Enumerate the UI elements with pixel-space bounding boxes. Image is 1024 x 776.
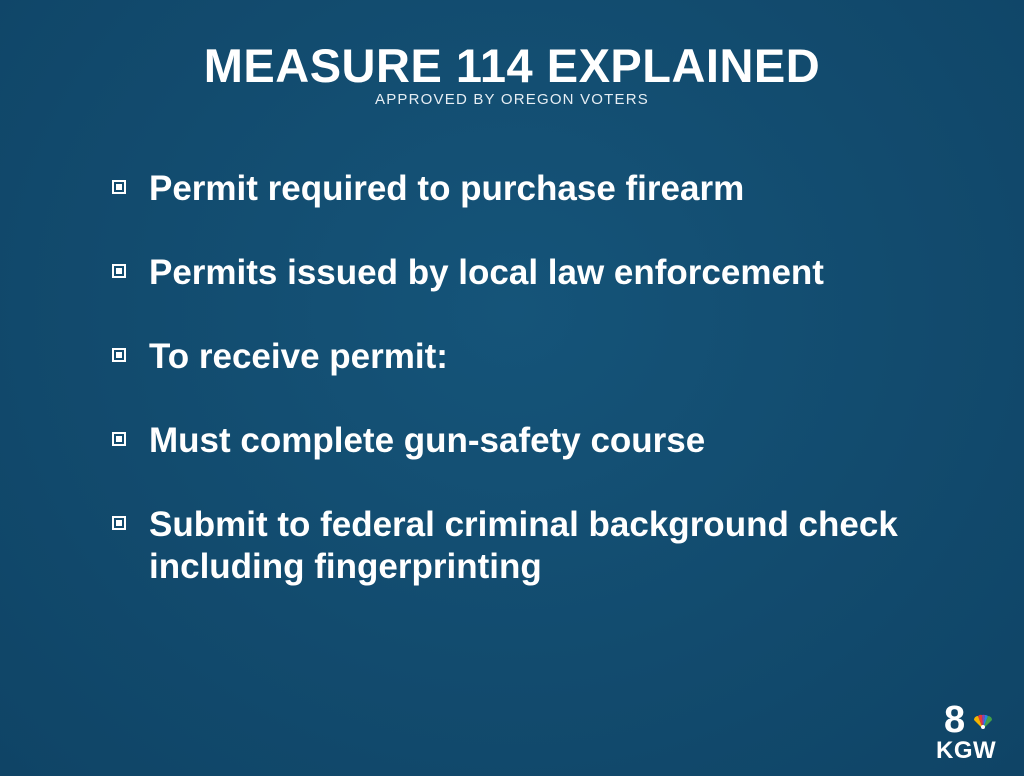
bullet-text: Permit required to purchase firearm <box>149 169 745 208</box>
callsign: KGW <box>936 737 997 764</box>
bullet-text: Permits issued by local law enforcement <box>149 253 824 292</box>
list-item <box>112 336 972 378</box>
bullet-text: Must complete gun-safety course <box>149 421 706 460</box>
kgw-logo <box>936 700 1010 766</box>
list-item <box>112 168 972 210</box>
bullet-text: Submit to federal criminal background check including fingerprinting <box>149 505 898 586</box>
slide-subtitle: APPROVED BY OREGON VOTERS <box>375 91 649 108</box>
nbc-peacock-icon <box>972 714 994 730</box>
square-bullet-icon <box>112 264 126 278</box>
list-item <box>112 420 972 462</box>
bullet-text: To receive permit: <box>149 337 448 376</box>
square-bullet-icon <box>112 348 126 362</box>
bullet-list <box>112 168 972 630</box>
channel-number: 8 <box>944 699 966 741</box>
list-item <box>112 252 972 294</box>
list-item <box>112 504 929 588</box>
square-bullet-icon <box>112 180 126 194</box>
slide-title: MEASURE 114 EXPLAINED <box>203 39 821 92</box>
square-bullet-icon <box>112 516 126 530</box>
square-bullet-icon <box>112 432 126 446</box>
